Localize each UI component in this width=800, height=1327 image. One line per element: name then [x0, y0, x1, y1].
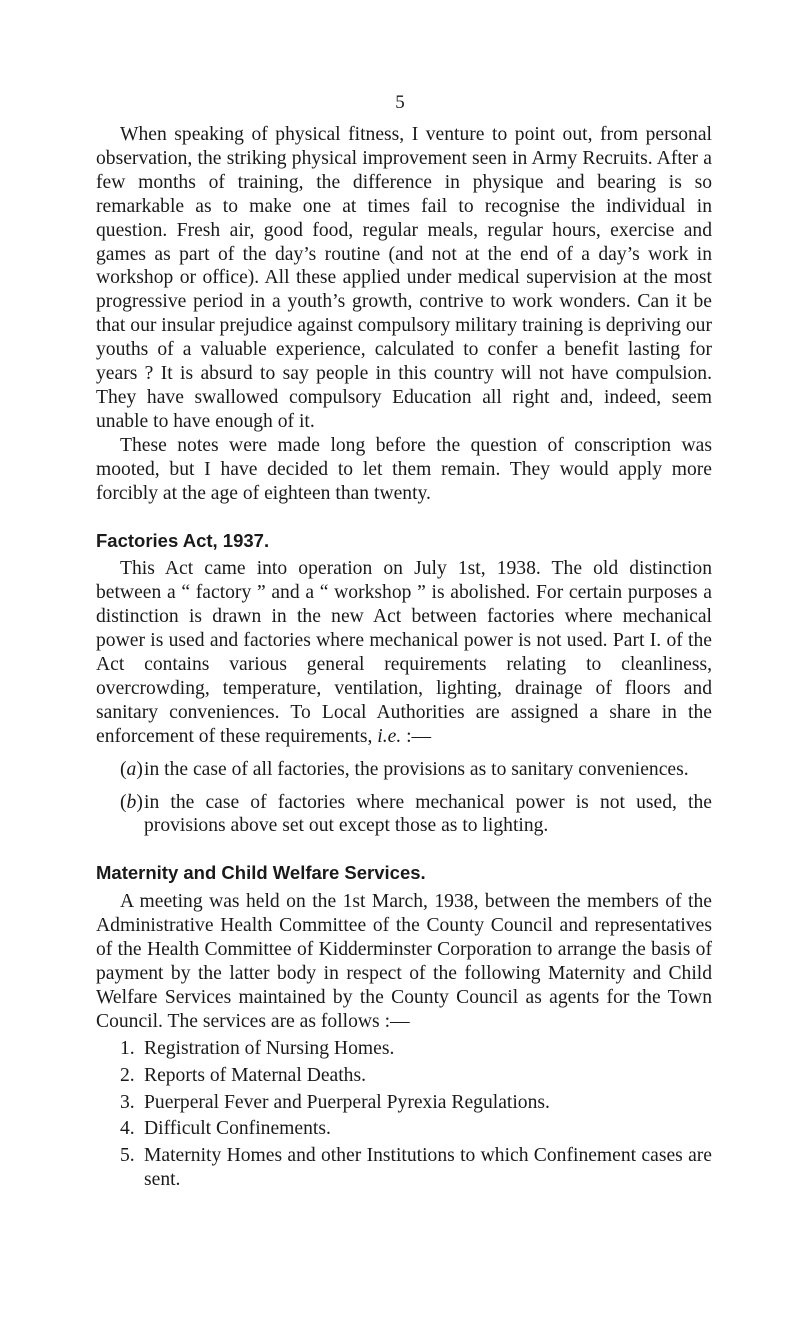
- item-text: Maternity Homes and other Institutions to which Confinement cases are sent.: [144, 1145, 712, 1191]
- item-text: Puerperal Fever and Puerperal Pyrexia Regulations.: [144, 1091, 550, 1113]
- ie-suffix: :—: [401, 725, 432, 747]
- item-number: 3.: [120, 1091, 135, 1113]
- item-number: 4.: [120, 1118, 135, 1140]
- ie-abbrev: i.e.: [377, 725, 402, 747]
- maternity-item-5: [96, 1144, 712, 1192]
- page-body: [96, 123, 712, 1192]
- maternity-heading: Maternity and Child Welfare Services.: [96, 862, 426, 884]
- factories-heading: Factories Act, 1937.: [96, 529, 270, 551]
- item-text: Difficult Confinements.: [144, 1118, 331, 1140]
- item-number: 5.: [120, 1145, 135, 1167]
- maternity-item-3: [96, 1091, 712, 1115]
- intro-paragraph-2: These notes were made long before the question of conscription was mooted, but I have decided to let them remain. They would apply more forcibly at the age of eighteen than twenty.: [96, 434, 712, 504]
- item-text: in the case of all factories, the provisions as to sanitary conveniences.: [144, 758, 689, 780]
- item-text: in the case of factories where mechanical power is not used, the provisions above set out except those as to lighting.: [144, 791, 712, 837]
- item-text: Registration of Nursing Homes.: [144, 1037, 395, 1059]
- page-number: 5: [395, 92, 405, 113]
- factories-item-a: [96, 758, 712, 782]
- intro-paragraph-1: When speaking of physical fitness, I venture to point out, from personal observation, the striking physical improvement seen in Army Recruits. After a few months of training, the difference in physique and bearing is so remarkable as to make one at times fail to recognise the individual in question. Fresh air, good food, regular meals, regular hours, exercise and games as part of the day’s routine (and not at the end of a day’s work in workshop or office). All these applied under medical supervision at the most progressive period in a youth’s growth, contrive to work wonders. Can it be that our insular prejudice against compulsory military training is depriving our youths of a valuable experience, calculated to confer a benefit lasting for years ? It is absurd to say people in this country will not have compulsion. They have swallowed compulsory Education all right and, indeed, seem unable to have enough of it.: [96, 124, 712, 432]
- item-label: (a): [120, 758, 143, 780]
- maternity-item-1: [96, 1037, 712, 1061]
- item-number: 1.: [120, 1037, 135, 1059]
- item-text: Reports of Maternal Deaths.: [144, 1064, 366, 1086]
- factories-text: This Act came into operation on July 1st, 1938. The old distinction between a “ factory ” and a “ workshop ” is abolished. For certain purposes a distinction is drawn in the new Act between factories where mechanical power is used and factories where mechanical power is not used. Part I. of the Act contains various general requirements relating to cleanliness, overcrowding, temperature, ventilation, lighting, drainage of floors and sanitary conveniences. To Local Authorities are assigned a share in the enforcement of these requirements,: [96, 558, 712, 747]
- factories-item-b: [96, 791, 712, 839]
- factories-paragraph: [96, 557, 712, 748]
- maternity-item-4: [96, 1117, 712, 1141]
- maternity-paragraph: A meeting was held on the 1st March, 1938, between the members of the Administrative Health Committee of the County Council and representatives of the Health Committee of Kidderminster Corporation to arrange the basis of payment by the latter body in respect of the following Maternity and Child Welfare Services maintained by the County Council as agents for the Town Council. The services are as follows :—: [96, 891, 712, 1032]
- item-label: (b): [120, 791, 143, 813]
- item-number: 2.: [120, 1064, 135, 1086]
- maternity-item-2: [96, 1064, 712, 1088]
